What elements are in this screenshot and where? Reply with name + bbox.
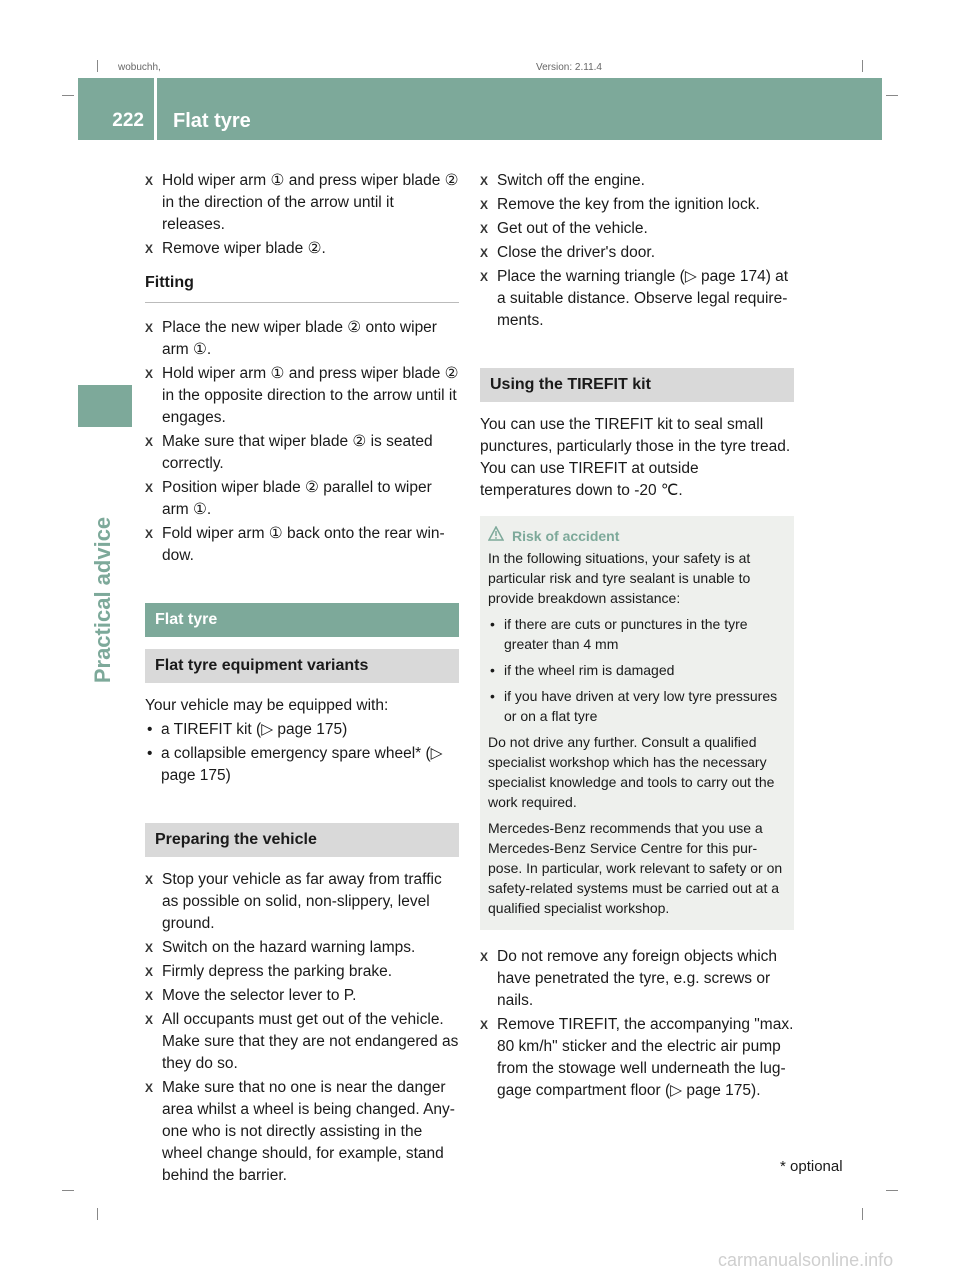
tirefit-intro: You can use the TIREFIT kit to seal small punctures, particularly those in the tyre tread. You can use TIREFIT at outside temperatures down to -20 ℃. xyxy=(480,416,791,499)
meta-left: wobuchh, xyxy=(118,62,161,73)
step: X Remove wiper blade ②. xyxy=(145,238,459,260)
warning-intro: In the following situations, your safety is at particular risk and tyre sealant is unable to provide breakdown assistance: xyxy=(488,550,751,606)
step: X Place the warning triangle (▷ page 174) at a suitable distance. Observe legal require-ments. xyxy=(480,266,794,332)
step: X Make sure that wiper blade ② is seated correctly. xyxy=(145,431,459,475)
step: X Switch on the hazard warning lamps. xyxy=(145,937,459,959)
meta-right: Version: 2.11.4 xyxy=(536,62,602,73)
crop-mark xyxy=(886,1190,898,1191)
step: X Close the driver's door. xyxy=(480,242,794,264)
footnote: * optional xyxy=(780,1158,843,1175)
list-item: • a collapsible emergency spare wheel* (▷ page 175) xyxy=(147,743,459,787)
step: X Hold wiper arm ① and press wiper blade ② in the opposite direction to the arrow until it engages. xyxy=(145,363,459,429)
crop-mark xyxy=(862,60,863,72)
list-item: • if the wheel rim is damaged xyxy=(490,660,786,680)
page-number: 222 xyxy=(112,110,144,131)
list-item: • if there are cuts or punctures in the tyre greater than 4 mm xyxy=(490,614,786,654)
step: X Remove the key from the ignition lock. xyxy=(480,194,794,216)
step: X Remove TIREFIT, the accompanying "max. 80 km/h" sticker and the electric air pump from the stowage well underneath the lug-gage compartment floor (▷ page 175). xyxy=(480,1014,794,1102)
preparing-heading: Preparing the vehicle xyxy=(145,823,459,857)
step: X All occupants must get out of the vehicle. Make sure that they are not endangered as they do so. xyxy=(145,1009,459,1075)
side-label: Practical advice xyxy=(90,516,115,684)
warning-header xyxy=(488,526,786,546)
warning-box xyxy=(480,516,794,930)
step: X Position wiper blade ② parallel to wiper arm ①. xyxy=(145,477,459,521)
step: X Place the new wiper blade ② onto wiper arm ①. xyxy=(145,317,459,361)
step: X Get out of the vehicle. xyxy=(480,218,794,240)
tirefit-heading: Using the TIREFIT kit xyxy=(480,368,794,402)
step: X Fold wiper arm ① back onto the rear win-dow. xyxy=(145,523,459,567)
step: X Move the selector lever to P. xyxy=(145,985,459,1007)
warning-triangle-icon xyxy=(488,526,504,546)
variants-heading: Flat tyre equipment variants xyxy=(145,649,459,683)
step: X Hold wiper arm ① and press wiper blade ② in the direction of the arrow until it releases. xyxy=(145,170,459,236)
step: X Stop your vehicle as far away from traffic as possible on solid, non-slippery, level ground. xyxy=(145,869,459,935)
step: X Firmly depress the parking brake. xyxy=(145,961,459,983)
crop-mark xyxy=(97,1208,98,1220)
step: X Switch off the engine. xyxy=(480,170,794,192)
side-tab xyxy=(78,385,132,427)
crop-mark xyxy=(62,1190,74,1191)
crop-mark xyxy=(886,95,898,96)
crop-mark xyxy=(97,60,98,72)
page-title: Flat tyre xyxy=(173,110,251,132)
fitting-heading: Fitting xyxy=(145,272,459,303)
warning-title: Risk of accident xyxy=(512,528,620,544)
step: X Do not remove any foreign objects which have penetrated the tyre, e.g. screws or nails. xyxy=(480,946,794,1012)
crop-mark xyxy=(62,95,74,96)
warning-para: Do not drive any further. Consult a qualified specialist workshop which has the necessary specialist knowledge and tools to carry out the work required. xyxy=(488,734,775,810)
page-header xyxy=(78,78,882,140)
crop-mark xyxy=(862,1208,863,1220)
flat-tyre-heading: Flat tyre xyxy=(145,603,459,637)
watermark: carmanualsonline.info xyxy=(718,1250,894,1270)
left-column xyxy=(145,170,459,1189)
list-item: • if you have driven at very low tyre pressures or on a flat tyre xyxy=(490,686,786,726)
step: X Make sure that no one is near the danger area whilst a wheel is being changed. Any-one who is not directly assisting in the wheel change should, for example, stand behind the barrier. xyxy=(145,1077,459,1187)
list-item: • a TIREFIT kit (▷ page 175) xyxy=(147,719,459,741)
right-column xyxy=(480,170,794,1104)
warning-para: Mercedes-Benz recommends that you use a Mercedes-Benz Service Centre for this pur-pose. In particular, work relevant to safety or on safety-related systems must be carried out at a qualified specialist workshop. xyxy=(488,820,783,916)
header-divider xyxy=(154,78,157,140)
variants-intro: Your vehicle may be equipped with: xyxy=(145,697,389,714)
